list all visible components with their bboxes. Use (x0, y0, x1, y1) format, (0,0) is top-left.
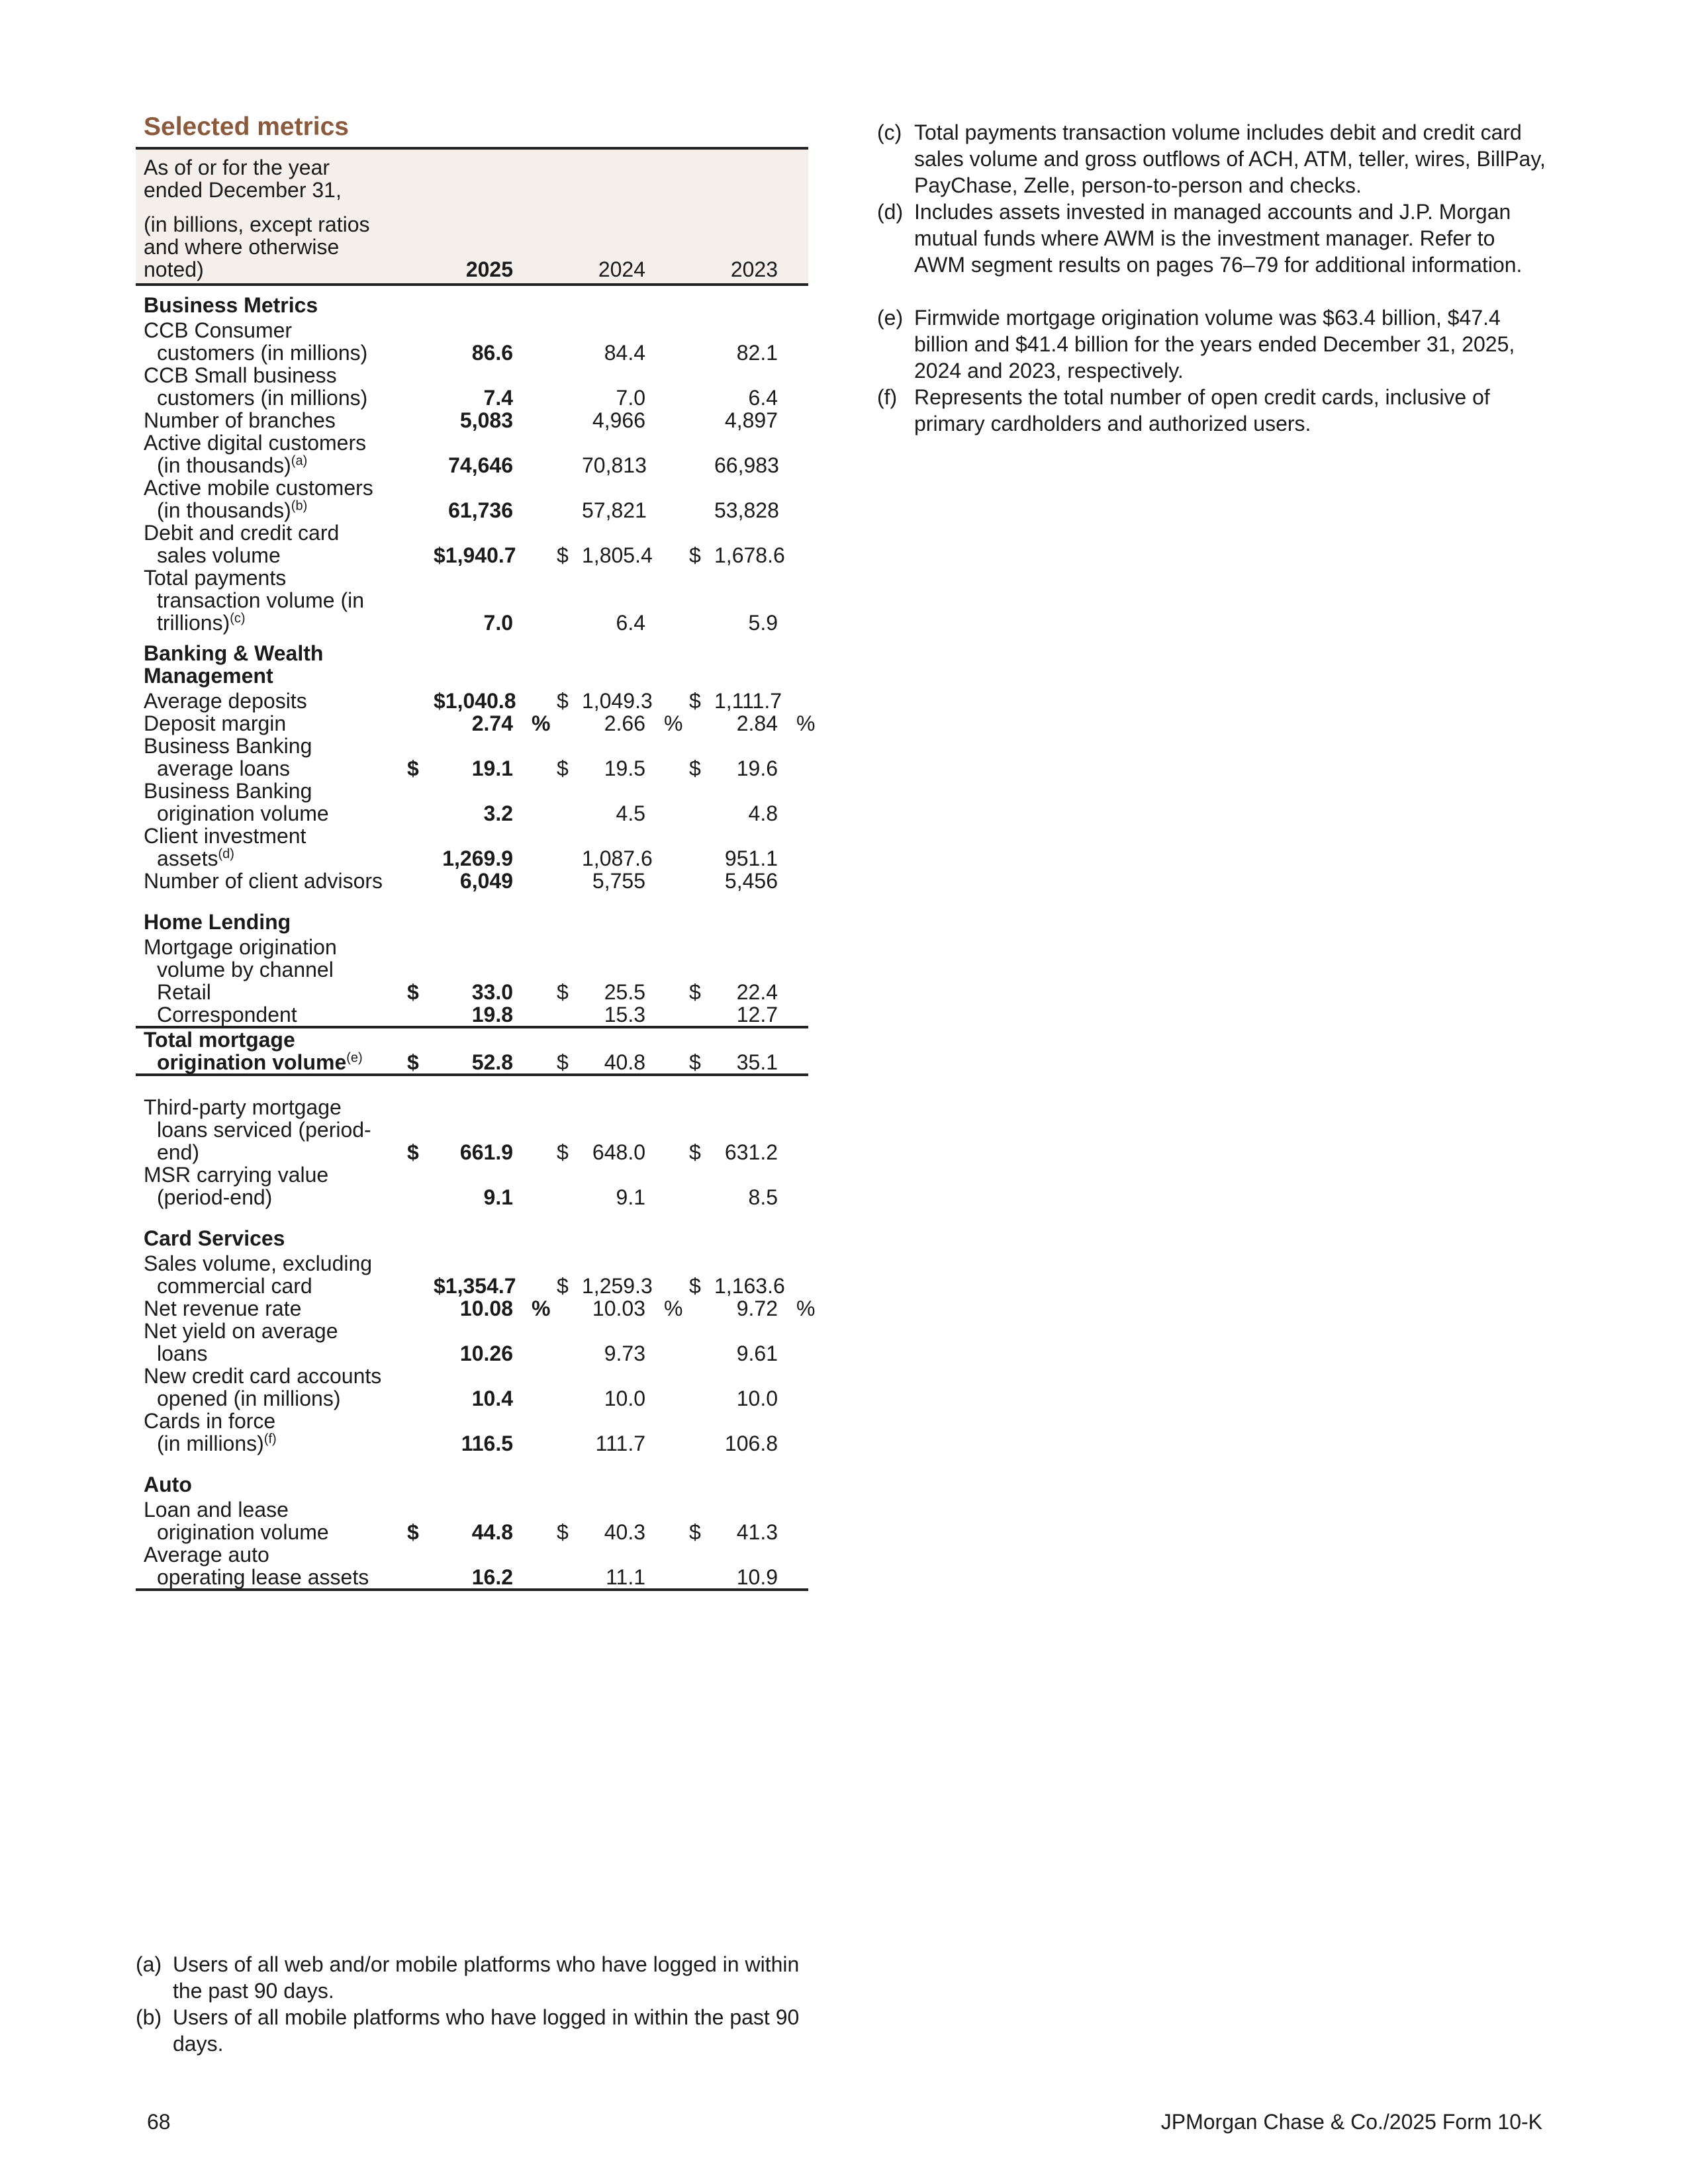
table-row (136, 1075, 808, 1163)
table-row (136, 780, 808, 825)
footnote-text: Represents the total number of open credit cards, inclusive of primary cardholders and authorized users. (914, 385, 1490, 435)
footnote-ref: (c) (230, 611, 246, 626)
value-2024: 648.0 (592, 1140, 645, 1164)
table-row (136, 825, 808, 870)
currency-symbol: $ (407, 980, 419, 1004)
footnote-text: Total payments transaction volume includes debit and credit card sales volume and gross outflows of ACH, ATM, teller, wires, BillPay, PayChase, Zelle, person-to-person and checks. (914, 120, 1546, 197)
row-label-cont: loans serviced (period- (157, 1118, 371, 1142)
percent-sign: % (532, 1297, 551, 1320)
footnote-ref: (e) (346, 1050, 363, 1066)
footnote-mark: (e) (877, 306, 904, 330)
table-row (136, 1543, 808, 1590)
footnote-mark: (d) (877, 200, 904, 224)
value-2024: 1,049.3 (582, 689, 653, 713)
value-2025: 3.2 (483, 801, 513, 825)
value-2024: 15.3 (604, 1003, 645, 1026)
row-label: Average auto (144, 1543, 269, 1567)
row-label-cont: (in thousands) (157, 453, 291, 477)
value-2023: 12.7 (736, 1003, 778, 1026)
currency-symbol: $ (557, 1050, 569, 1074)
row-label: Net yield on average (144, 1319, 338, 1343)
table-row (136, 936, 808, 981)
value-2023: 22.4 (736, 980, 778, 1004)
footnote-text: Includes assets invested in managed accounts and J.P. Morgan mutual funds where AWM is the investment manager. Refer to AWM segment results on pages 76–79 for additional information. (914, 200, 1523, 277)
currency-symbol: $ (407, 1520, 419, 1544)
row-label: Loan and lease (144, 1498, 289, 1522)
value-2024: 2.66 (604, 711, 645, 735)
value-2023: 8.5 (748, 1185, 778, 1209)
row-label-cont: origination volume (157, 1520, 329, 1544)
row-label-cont: end) (157, 1140, 200, 1164)
table-row (136, 1498, 808, 1543)
row-label-cont: opened (in millions) (157, 1387, 341, 1410)
footnote-a (136, 1951, 804, 2004)
selected-metrics-panel (136, 113, 816, 1591)
currency-symbol: $ (557, 689, 569, 713)
value-2023: 10.9 (736, 1565, 778, 1589)
row-label: Total payments (144, 566, 287, 590)
row-label: Average deposits (144, 689, 307, 713)
row-label-cont: (in millions) (157, 1432, 264, 1455)
value-2023: 2.84 (736, 711, 778, 735)
value-2025: 19.8 (471, 1003, 513, 1026)
value-2023: 9.61 (736, 1342, 778, 1365)
value-2023: 631.2 (724, 1140, 778, 1164)
value-2023: 4.8 (748, 801, 778, 825)
value-2025: 10.26 (459, 1342, 513, 1365)
footnote-text: Firmwide mortgage origination volume was $63.4 billion, $47.4 billion and $41.4 billion for the years ended December 31, 2025, 2024 and 2023, respectively. (914, 306, 1515, 383)
percent-sign: % (796, 711, 816, 735)
currency-symbol: $ (557, 1140, 569, 1164)
value-2024: 40.3 (604, 1520, 645, 1544)
table-row (136, 567, 808, 634)
row-label: MSR carrying value (144, 1163, 329, 1187)
header-year-2024: 2024 (582, 148, 645, 285)
currency-symbol: $ (689, 1140, 701, 1164)
value-2025: 9.1 (483, 1185, 513, 1209)
value-2025: 116.5 (461, 1432, 513, 1455)
footnote-ref: (f) (263, 1432, 277, 1447)
table-row (136, 1320, 808, 1365)
currency-symbol: $ (689, 1274, 701, 1298)
footnote-ref: (d) (218, 846, 234, 862)
section-business-metrics: Business Metrics (144, 293, 318, 317)
footnote-f (877, 384, 1546, 437)
row-label: Client investment (144, 824, 306, 848)
percent-sign: % (796, 1297, 816, 1320)
value-2023: 41.3 (736, 1520, 778, 1544)
currency-symbol: $ (557, 543, 569, 567)
value-2025: 5,083 (459, 408, 513, 432)
value-2024: 84.4 (604, 341, 645, 365)
row-label: Number of client advisors (144, 869, 383, 893)
value-2025: 44.8 (471, 1520, 513, 1544)
table-row (136, 409, 808, 432)
table-row-total (136, 1027, 808, 1075)
value-2024: 10.03 (592, 1297, 645, 1320)
value-2023: 10.0 (736, 1387, 778, 1410)
row-label-cont: commercial card (157, 1274, 312, 1298)
row-label-cont: origination volume (157, 801, 329, 825)
value-2025: 7.4 (483, 386, 513, 410)
value-2025: 19.1 (471, 756, 513, 780)
value-2025: 1,269.9 (442, 846, 513, 870)
row-label-cont: (in thousands) (157, 498, 291, 522)
footnote-d (877, 199, 1546, 278)
currency-symbol: $ (557, 1274, 569, 1298)
row-label-cont: origination volume (157, 1050, 347, 1074)
row-label: Sales volume, excluding (144, 1251, 373, 1275)
row-label: Business Banking (144, 779, 312, 803)
table-row (136, 319, 808, 364)
table-row (136, 432, 808, 477)
table-row (136, 690, 808, 712)
value-2023: 1,163.6 (714, 1274, 785, 1298)
table-row (136, 1365, 808, 1410)
metrics-table (136, 147, 816, 1591)
table-row (136, 1410, 808, 1455)
section-auto: Auto (144, 1473, 192, 1496)
value-2023: 53,828 (714, 498, 779, 522)
row-label-cont: transaction volume (in (157, 588, 365, 612)
table-row (136, 1163, 808, 1208)
footnote-b (136, 2004, 804, 2057)
footnote-ref: (b) (291, 498, 308, 514)
value-2024: 11.1 (606, 1565, 645, 1589)
row-label: Net revenue rate (144, 1297, 302, 1320)
row-label: Mortgage origination (144, 935, 337, 959)
value-2023: 1,678.6 (714, 543, 785, 567)
currency-symbol: $ (407, 1050, 419, 1074)
currency-symbol: $ (557, 1520, 569, 1544)
value-2023: 1,111.7 (714, 689, 782, 713)
value-2023: 35.1 (736, 1050, 778, 1074)
value-2023: 106.8 (724, 1432, 778, 1455)
value-2024: 9.1 (616, 1185, 645, 1209)
header-period-label: As of or for the year ended December 31, (144, 156, 342, 202)
value-2024: 40.8 (604, 1050, 645, 1074)
row-label: Business Banking (144, 734, 312, 758)
value-2025: 661.9 (459, 1140, 513, 1164)
value-2024: 19.5 (604, 756, 645, 780)
row-label: Cards in force (144, 1409, 276, 1433)
row-label: Correspondent (157, 1003, 297, 1026)
value-2024: 5,755 (592, 869, 645, 893)
currency-symbol: $ (557, 756, 569, 780)
row-label-cont: loans (157, 1342, 208, 1365)
table-row (136, 712, 808, 735)
row-label-cont: trillions) (157, 611, 230, 635)
row-label-cont: customers (in millions) (157, 386, 368, 410)
currency-symbol: $ (689, 543, 701, 567)
row-label: CCB Consumer (144, 318, 293, 342)
table-row (136, 735, 808, 780)
value-2025: 52.8 (471, 1050, 513, 1074)
footnote-mark: (a) (136, 1952, 162, 1976)
currency-symbol: $ (557, 980, 569, 1004)
value-2024: 70,813 (582, 453, 647, 477)
value-2024: 25.5 (604, 980, 645, 1004)
currency-symbol: $ (689, 980, 701, 1004)
row-label-cont: assets (157, 846, 218, 870)
value-2025: $1,354.7 (434, 1274, 516, 1298)
currency-symbol: $ (689, 756, 701, 780)
value-2023: 66,983 (714, 453, 779, 477)
page-number: 68 (147, 2110, 171, 2134)
value-2025: 61,736 (448, 498, 513, 522)
footnote-ref: (a) (291, 453, 308, 469)
value-2025: 86.6 (471, 341, 513, 365)
currency-symbol: $ (407, 1140, 419, 1164)
value-2024: 9.73 (604, 1342, 645, 1365)
row-label-cont: customers (in millions) (157, 341, 368, 365)
currency-symbol: $ (689, 1520, 701, 1544)
percent-sign: % (664, 1297, 683, 1320)
value-2023: 82.1 (736, 341, 778, 365)
value-2025: 10.08 (459, 1297, 513, 1320)
value-2025: $1,040.8 (434, 689, 516, 713)
document-footer: JPMorgan Chase & Co./2025 Form 10-K (1160, 2110, 1542, 2134)
row-label-cont: average loans (157, 756, 291, 780)
section-card-services: Card Services (144, 1226, 285, 1250)
row-label-cont: volume by channel (157, 958, 334, 981)
header-units-label: (in billions, except ratios and where otherwise noted) (144, 212, 370, 281)
row-label: Deposit margin (144, 711, 287, 735)
table-row (136, 870, 808, 892)
value-2025: 74,646 (448, 453, 513, 477)
footnote-e (877, 304, 1546, 384)
table-row (136, 1003, 808, 1027)
row-label: Active digital customers (144, 431, 367, 455)
row-label: Retail (157, 980, 211, 1004)
section-banking-wealth: Banking & Wealth Management (144, 641, 324, 688)
value-2024: 1,805.4 (582, 543, 653, 567)
currency-symbol: $ (689, 689, 701, 713)
footnote-text: Users of all mobile platforms who have logged in within the past 90 days. (173, 2005, 800, 2056)
value-2024: 4,966 (592, 408, 645, 432)
value-2025: 10.4 (471, 1387, 513, 1410)
value-2023: 6.4 (748, 386, 778, 410)
value-2024: 4.5 (616, 801, 645, 825)
header-year-2025: 2025 (434, 148, 513, 285)
value-2025: 2.74 (471, 711, 513, 735)
footnote-mark: (b) (136, 2005, 162, 2029)
currency-symbol: $ (689, 1050, 701, 1074)
currency-symbol: $ (407, 756, 419, 780)
table-row (136, 1252, 808, 1297)
table-row (136, 522, 808, 567)
value-2024: 10.0 (604, 1387, 645, 1410)
row-label: Number of branches (144, 408, 336, 432)
value-2024: 1,087.6 (582, 846, 653, 870)
row-label: Total mortgage (144, 1028, 295, 1052)
table-row (136, 981, 808, 1003)
value-2023: 5,456 (724, 869, 778, 893)
value-2024: 7.0 (616, 386, 645, 410)
table-row (136, 364, 808, 409)
value-2025: $1,940.7 (434, 543, 516, 567)
table-row (136, 477, 808, 522)
value-2023: 19.6 (736, 756, 778, 780)
footnote-mark: (c) (877, 120, 902, 144)
value-2023: 9.72 (736, 1297, 778, 1320)
page-title: Selected metrics (144, 113, 350, 141)
value-2024: 6.4 (616, 611, 645, 635)
row-label: Active mobile customers (144, 476, 373, 500)
table-row (136, 1297, 808, 1320)
value-2023: 5.9 (748, 611, 778, 635)
value-2025: 16.2 (471, 1565, 513, 1589)
value-2024: 1,259.3 (582, 1274, 653, 1298)
footnote-c (877, 119, 1546, 199)
value-2024: 111.7 (595, 1432, 645, 1455)
footnote-text: Users of all web and/or mobile platforms who have logged in within the past 90 days. (173, 1952, 800, 2003)
row-label: New credit card accounts (144, 1364, 382, 1388)
value-2025: 33.0 (471, 980, 513, 1004)
value-2025: 6,049 (459, 869, 513, 893)
row-label: Debit and credit card (144, 521, 340, 545)
footnote-mark: (f) (877, 385, 898, 409)
section-home-lending: Home Lending (144, 910, 291, 934)
percent-sign: % (664, 711, 683, 735)
value-2023: 951.1 (724, 846, 778, 870)
value-2023: 4,897 (724, 408, 778, 432)
value-2025: 7.0 (483, 611, 513, 635)
row-label-cont: sales volume (157, 543, 281, 567)
row-label-cont: (period-end) (157, 1185, 273, 1209)
row-label: CCB Small business (144, 363, 337, 387)
value-2024: 57,821 (582, 498, 647, 522)
header-year-2023: 2023 (714, 148, 778, 285)
row-label: Third-party mortgage (144, 1095, 342, 1119)
table-header (136, 148, 808, 285)
percent-sign: % (532, 711, 551, 735)
row-label-cont: operating lease assets (157, 1565, 369, 1589)
